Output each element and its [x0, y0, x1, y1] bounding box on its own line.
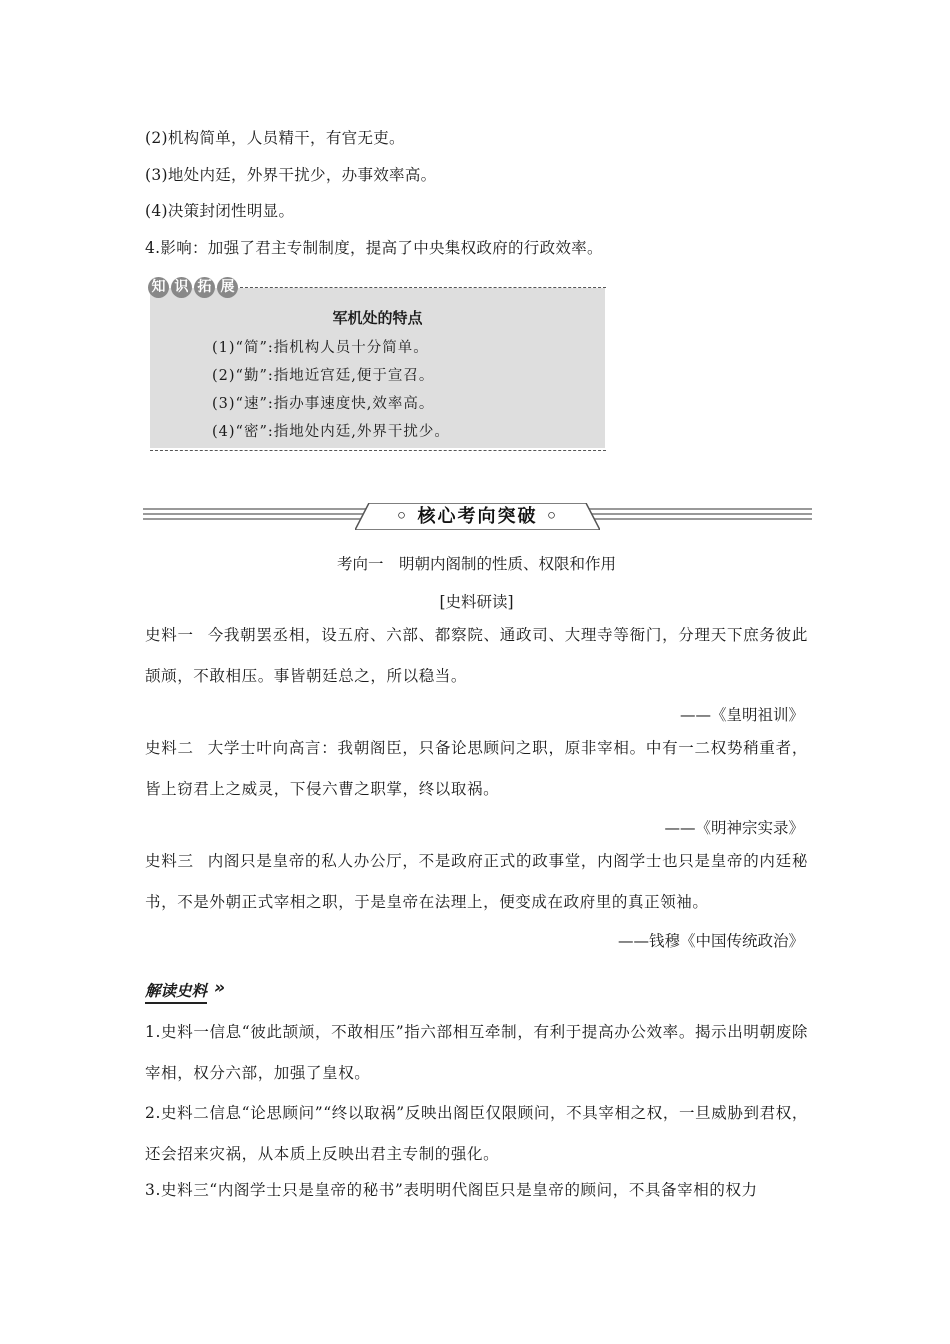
source-label: 史料一: [145, 626, 194, 644]
badge-char: 展: [217, 277, 238, 298]
box-bottom-divider: [150, 450, 606, 451]
badge-char: 拓: [194, 277, 215, 298]
text-line-4: (4)决策封闭性明显。: [145, 202, 295, 220]
source-2-citation: ——《明神宗实录》: [664, 819, 804, 837]
analysis-item-3: 3.史料三“内阁学士只是皇帝的秘书”表明明代阁臣只是皇帝的顾问，不具备宰相的权力: [145, 1181, 758, 1199]
banner-lines-left: [143, 508, 371, 526]
double-chevron-icon: »: [214, 978, 226, 998]
knowledge-item: (1)“简”:指机构人员十分简单。: [212, 340, 429, 356]
badge-char: 识: [171, 277, 192, 298]
banner-lines-right: [582, 508, 812, 526]
knowledge-badge: [148, 277, 238, 299]
knowledge-item: (2)“勤”:指地近宫廷,便于宣召。: [212, 368, 435, 384]
source-text: 大学士叶向高言：我朝阁臣，只备论思顾问之职，原非宰相。中有一二权势稍重者，皆上窃君上之威灵，下侵六曹之职掌，终以取祸。: [145, 739, 808, 798]
text-line-2: (2)机构简单，人员精干，有官无吏。: [145, 129, 405, 147]
source-1: [145, 615, 808, 697]
section-banner: [355, 503, 600, 530]
source-3-citation: ——钱穆《中国传统政治》: [617, 932, 804, 950]
box-top-divider: [240, 287, 606, 288]
section-subheading: [史料研读]: [439, 593, 514, 611]
section-heading: 考向一 明朝内阁制的性质、权限和作用: [336, 555, 616, 573]
source-3: [145, 841, 808, 923]
source-label: 史料三: [145, 852, 194, 870]
analysis-item-2: 2.史料二信息“论思顾问”“终以取祸”反映出阁臣仅限顾问，不具宰相之权，一旦威胁到君权，还会招来灾祸，从本质上反映出君主专制的强化。: [145, 1104, 808, 1163]
source-1-citation: ——《皇明祖训》: [679, 706, 804, 724]
source-2: [145, 728, 808, 810]
source-text: 内阁只是皇帝的私人办公厅，不是政府正式的政事堂，内阁学士也只是皇帝的内廷秘书，不是外朝正式宰相之职，于是皇帝在法理上，便变成在政府里的真正领袖。: [145, 852, 808, 911]
banner-title: ◦ 核心考向突破 ◦: [395, 506, 560, 527]
badge-char: 知: [148, 277, 169, 298]
text-influence: 4.影响：加强了君主专制制度，提高了中央集权政府的行政效率。: [145, 239, 603, 257]
knowledge-item: (4)“密”:指地处内廷,外界干扰少。: [212, 424, 450, 440]
source-label: 史料二: [145, 739, 194, 757]
analysis-item-1: 1.史料一信息“彼此颉颃，不敢相压”指六部相互牵制，有利于提高办公效率。揭示出明朝废除宰相，权分六部，加强了皇权。: [145, 1023, 808, 1082]
knowledge-item: (3)“速”:指办事速度快,效率高。: [212, 396, 435, 412]
analysis-title: 解读史料: [145, 979, 207, 1004]
knowledge-heading: 军机处的特点: [332, 309, 423, 327]
text-line-3: (3)地处内廷，外界干扰少，办事效率高。: [145, 166, 437, 184]
source-text: 今我朝罢丞相，设五府、六部、都察院、通政司、大理寺等衙门，分理天下庶务彼此颉颃，不敢相压。事皆朝廷总之，所以稳当。: [145, 626, 808, 685]
